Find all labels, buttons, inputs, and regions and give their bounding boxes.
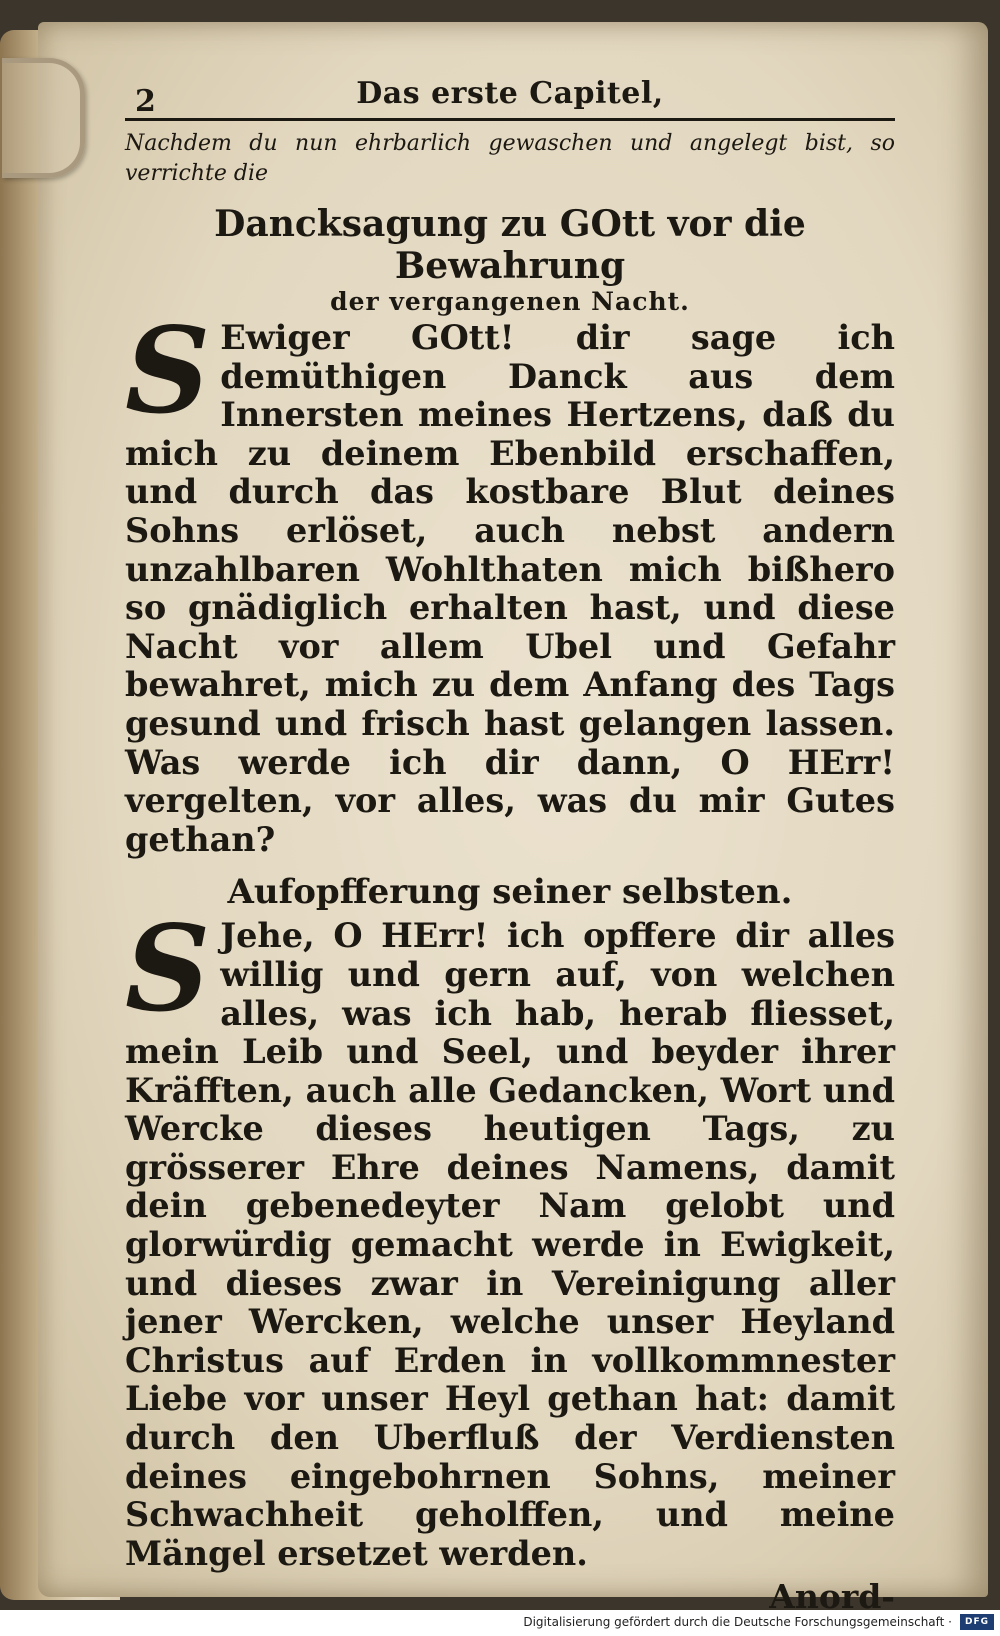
running-head: Das erste Capitel, <box>356 76 664 111</box>
dfg-logo: DFG <box>960 1614 994 1630</box>
section1-text: Ewiger GOtt! dir sage ich demüthigen Danck aus dem Innersten meines Hertzens, daß du mich zu deinem Ebenbild erschaffen, und durch das kostbare Blut deines Sohns erlöset, auch nebst andern unzahlbaren Wohlthaten mich bißhero so gnädiglich erhalten hast, und diese Nacht vor allem Ubel und Gefahr bewahret, mich zu dem Anfang des Tags gesund und frisch hast gelangen lassen. Was werde ich dir dann, O HErr! vergelten, vor alles, was du mir Gutes gethan? <box>125 318 895 859</box>
page-header <box>125 70 895 121</box>
page-number: 2 <box>135 84 156 119</box>
footer-credit: Digitalisierung gefördert durch die Deutsche Forschungsgemeinschaft · <box>523 1615 952 1629</box>
catchword: Anord- <box>769 1577 895 1610</box>
footer <box>0 1610 1000 1636</box>
section2-text: Jehe, O HErr! ich opffere dir alles willig und gern auf, von welchen alles, was ich hab, herab fliesset, mein Leib und Seel, und beyder ihrer Kräfften, auch alle Gedancken, Wort und Wercke dieses heutigen Tags, zu grösserer Ehre deines Namens, damit dein gebenedeyter Nam gelobt und glorwürdig gemacht werde in Ewigkeit, und dieses zwar in Vereinigung aller jener Wercken, welche unser Heyland Christus auf Erden in vollkommnester Liebe vor unser Heyl gethan hat: damit durch den Uberfluß der Verdiensten deines eingebohrnen Sohns, meiner Schwachheit geholffen, und meine Mängel ersetzet werden. <box>125 916 895 1573</box>
intro-text: Nachdem du nun ehrbarlich gewaschen und angelegt bist, so verrichte die <box>125 131 895 186</box>
page-clip <box>2 58 85 178</box>
section1-subheading: der vergangenen Nacht. <box>330 287 690 316</box>
section2-dropcap: S <box>125 899 211 1039</box>
section2-heading: Aufopfferung seiner selbsten. <box>227 872 793 913</box>
text-block <box>125 70 895 1610</box>
section1-dropcap: S <box>125 301 211 440</box>
section2-paragraph <box>125 899 895 1573</box>
section1-heading: Dancksagung zu GOtt vor die Bewahrung <box>214 203 806 287</box>
